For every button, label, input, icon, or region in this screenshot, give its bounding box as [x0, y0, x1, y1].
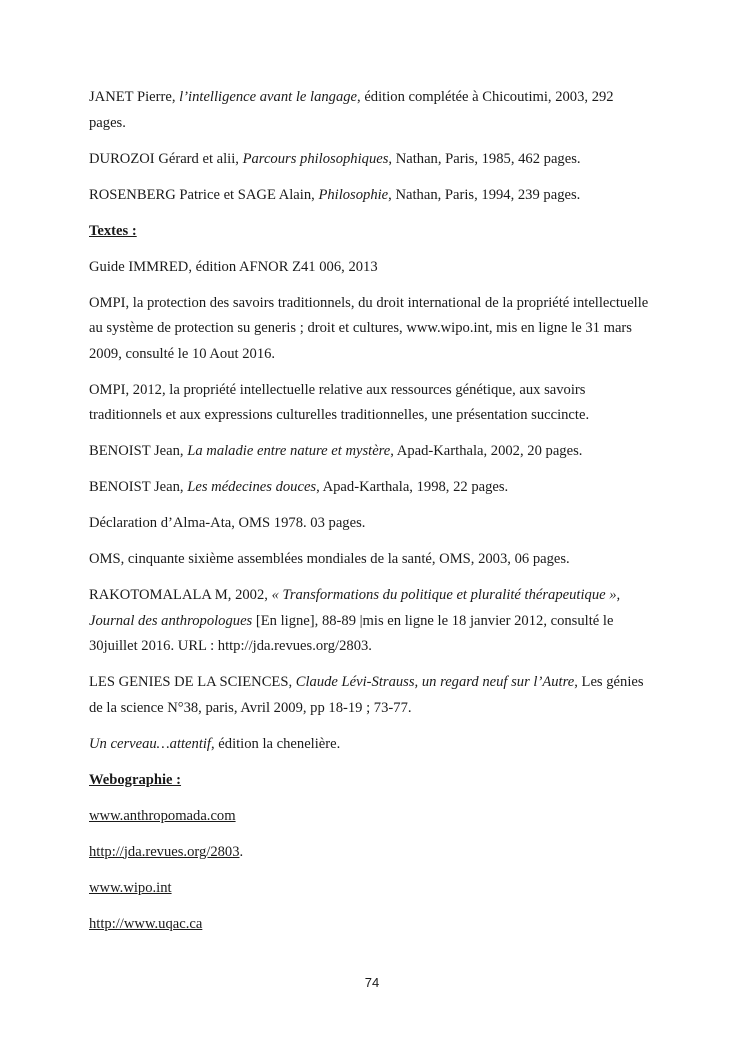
web-link-item [89, 912, 649, 938]
reference-benoist-medecines: BENOIST Jean, Les médecines douces, Apad-Karthala, 1998, 22 pages. [89, 479, 509, 495]
web-link-jda[interactable]: http://jda.revues.org/2803 [89, 843, 240, 860]
reference-janet: JANET Pierre, l’intelligence avant le langage, édition complétée à Chicoutimi, 2003, 292 pages. [89, 89, 614, 131]
reference-benoist-maladie: BENOIST Jean, La maladie entre nature et mystère, Apad-Karthala, 2002, 20 pages. [89, 443, 583, 459]
reference-rosenberg: ROSENBERG Patrice et SAGE Alain, Philosophie, Nathan, Paris, 1994, 239 pages. [89, 186, 581, 203]
reference-ompi-2009: OMPI, la protection des savoirs traditionnels, du droit international de la propriété intellectuelle au système de protection su generis ; droit et cultures, www.wipo.int, mis en ligne le 31 mars 2009, consulté le 10 Aout 2016. [89, 294, 649, 362]
reference-rakotomalala: RAKOTOMALALA M, 2002, « Transformations du politique et pluralité thérapeutique », Journal des anthropologues [En ligne], 88-89 |mis en ligne le 18 janvier 2012, consulté le 30juillet 2016. URL : http://jda.revues.org/2803. [89, 587, 621, 654]
web-link-uqac[interactable]: http://www.uqac.ca [89, 915, 203, 932]
reference-durozoi: DUROZOI Gérard et alii, Parcours philosophiques, Nathan, Paris, 1985, 462 pages. [89, 150, 581, 167]
reference-immred: Guide IMMRED, édition AFNOR Z41 006, 2013 [89, 258, 378, 275]
web-link-item [89, 876, 649, 902]
bibliography-content [89, 85, 649, 948]
web-link-anthropomada[interactable]: www.anthropomada.com [89, 807, 236, 824]
web-link-item: http://jda.revues.org/2803. [89, 843, 244, 860]
reference-oms-2003: OMS, cinquante sixième assemblées mondiales de la santé, OMS, 2003, 06 pages. [89, 551, 570, 567]
web-link-item [89, 804, 649, 830]
reference-ompi-2012: OMPI, 2012, la propriété intellectuelle relative aux ressources génétique, aux savoirs traditionnels et aux expressions culturelles traditionnelles, une présentation succincte. [89, 381, 590, 423]
reference-genies-science: LES GENIES DE LA SCIENCES, Claude Lévi-Strauss, un regard neuf sur l’Autre, Les génies de la science N°38, paris, Avril 2009, pp 18-19 ; 73-77. [89, 674, 644, 716]
reference-alma-ata: Déclaration d’Alma-Ata, OMS 1978. 03 pages. [89, 515, 366, 531]
section-heading-textes: Textes : [89, 222, 137, 239]
web-link-wipo[interactable]: www.wipo.int [89, 879, 172, 896]
reference-cerveau-attentif: Un cerveau…attentif, édition la chenelière. [89, 735, 341, 752]
page-number: 74 [364, 975, 380, 990]
section-heading-webographie: Webographie : [89, 771, 182, 788]
